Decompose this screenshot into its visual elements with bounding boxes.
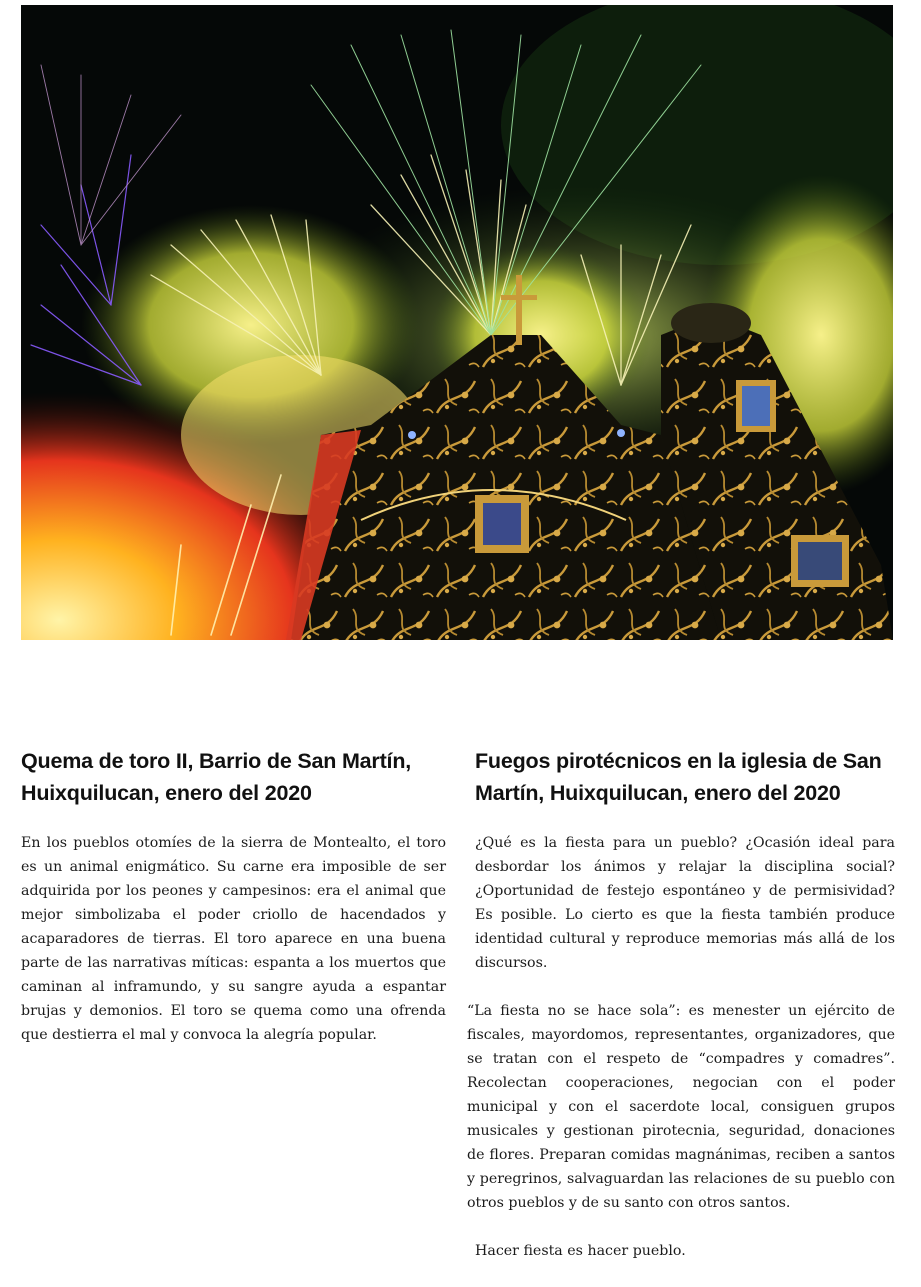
right-article-body — [467, 831, 895, 1263]
right-article-title: Fuegos pirotécnicos en la iglesia de San Martín, Huixquilucan, enero del 2020 — [475, 749, 882, 805]
right-article-paragraph: “La fiesta no se hace sola”: es menester un ejército de fiscales, mayordomos, representantes, organizadores, que se tratan con el respeto de “compadres y comadres”. Recolectan cooperaciones, negocian con el poder municipal y con el sacerdote local, consiguen grupos musicales y gestionan pirotecnia, seguridad, donaciones de flores. Preparan comidas magnánimas, reciben a santos y peregrinos, salvaguardan las relaciones de su pueblo con otros pueblos y de su santo con otros santos. — [467, 1003, 895, 1211]
fireworks-photo — [21, 5, 893, 640]
right-article-closing: Hacer fiesta es hacer pueblo. — [475, 1243, 686, 1259]
left-article-title: Quema de toro II, Barrio de San Martín, Huixquilucan, enero del 2020 — [21, 749, 412, 805]
left-article-paragraph: En los pueblos otomíes de la sierra de Montealto, el toro es un animal enigmático. Su carne era imposible de ser adquirida por los peones y campesinos: era el animal que mejor simbolizaba el poder criollo de hacendados y acaparadores de tierras. El toro aparece en una buena parte de las narrativas míticas: espanta a los muertos que caminan al inframundo, y su sangre ayuda a espantar brujas y demonios. El toro se quema como una ofrenda que destierra el mal y convoca la alegría popular. — [21, 835, 446, 1043]
right-article — [467, 745, 895, 1287]
right-article-paragraph: ¿Qué es la fiesta para un pueblo? ¿Ocasión ideal para desbordar los ánimos y relajar la disciplina social? ¿Oportunidad de festejo espontáneo y de permisividad? Es posible. Lo cierto es que la fiesta también produce identidad cultural y reproduce memorias más allá de los discursos. — [475, 835, 895, 971]
left-article — [21, 745, 446, 1071]
left-article-body — [21, 831, 446, 1047]
fireworks-church-illustration — [21, 5, 893, 640]
